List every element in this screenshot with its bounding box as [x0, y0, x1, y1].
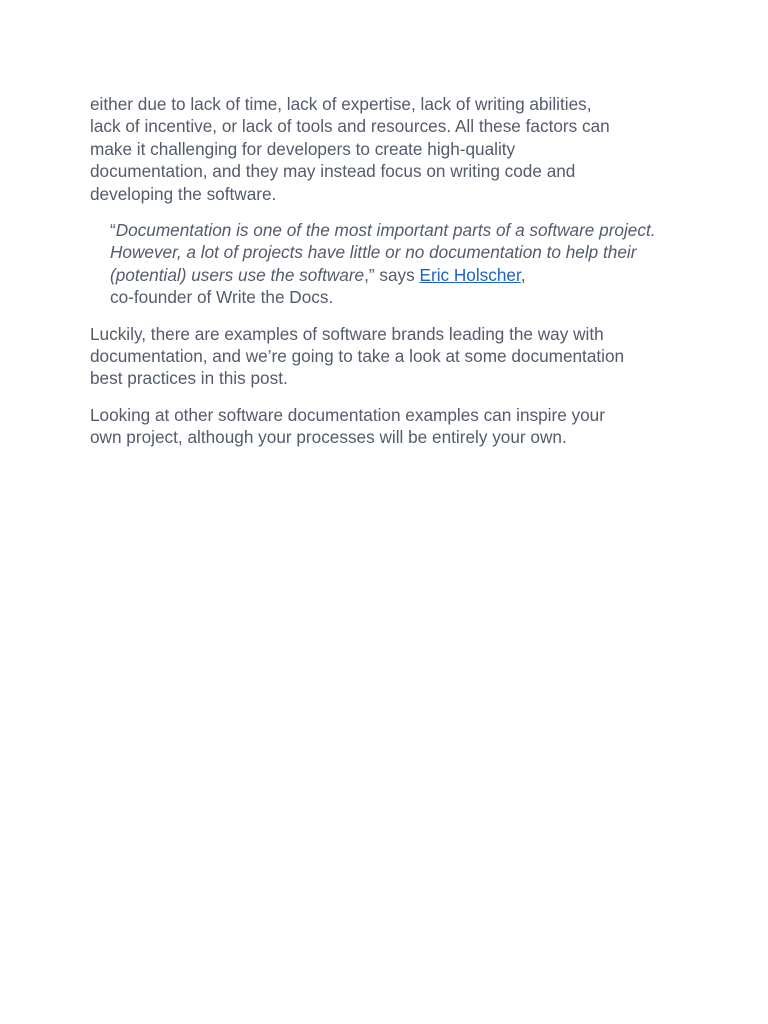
quote-after-link: , [520, 264, 526, 285]
blockquote-holscher [110, 219, 690, 309]
quote-close-says: ,” says [364, 264, 420, 285]
document-body [90, 93, 690, 463]
eric-holscher-link[interactable]: Eric Holscher [419, 264, 521, 285]
paragraph-looking-at-examples: Looking at other software documentation examples can inspire your own project, although your processes will be entirely your own. [90, 404, 605, 448]
paragraph-luckily: Luckily, there are examples of software brands leading the way with documentation, and we’re going to take a look at some documentation best practices in this post. [90, 323, 625, 389]
paragraph-lack-of-time: either due to lack of time, lack of expertise, lack of writing abilities, lack of incentive, or lack of tools and resources. All these factors can make it challenging for developers to create high-quality documentation, and they may instead focus on writing code and developing the software. [90, 94, 610, 204]
quote-open-mark: “ [110, 220, 116, 241]
quote-text: Documentation is one of the most important parts of a software project. However, a lot of projects have little or no documentation to help their (potential) users use the software [110, 220, 656, 285]
quote-attribution: co-founder of Write the Docs. [110, 287, 334, 308]
